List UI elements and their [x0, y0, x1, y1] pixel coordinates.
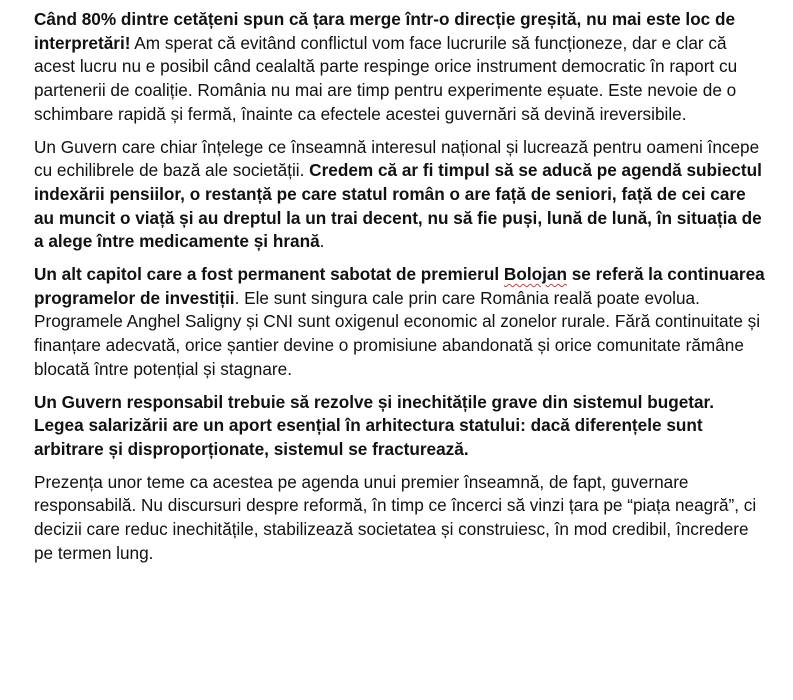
text-segment: . [319, 231, 325, 252]
text-segment-bold: Un alt capitol care a fost permanent sabotat de premierul [34, 264, 504, 285]
text-segment-bold: Un Guvern responsabil trebuie să rezolve și inechitățile grave din sistemul bugetar. Legea salarizării are un aport esențial în arhitectura statului: dacă diferențele sunt arbitrare și disproporționate, sistemul se fracturează. [34, 391, 715, 459]
paragraph-5 [34, 471, 765, 566]
spellcheck-flagged-word[interactable]: Bolojan [503, 264, 567, 285]
paragraph-2 [34, 136, 765, 255]
text-segment: Am sperat că evitând conflictul vom face lucrurile să funcționeze, dar e clar că acest lucru nu e posibil când cealaltă parte respinge orice instrument democratic în raport cu partenerii de coaliție. România nu mai are timp pentru experimente eșuate. Este nevoie de o schimbare rapidă și fermă, înainte ca efectele acestei guvernări să devină ireversibile. [34, 32, 738, 124]
text-segment: Un Guvern care chiar înțelege ce înseamnă interesul național și lucrează pentru oameni începe cu echilibrele de bază ale societății. [34, 136, 760, 181]
text-segment: Prezența unor teme ca acestea pe agenda unui premier înseamnă, de fapt, guvernare responsabilă. Nu discursuri despre reformă, în timp ce încerci să vinzi țara pe “piața neagră”, ci decizii care reduc inechitățile, stabilizează societatea și construiesc, în mod credibil, încredere pe termen lung. [34, 471, 757, 563]
paragraph-1 [34, 8, 765, 127]
paragraph-4 [34, 391, 765, 462]
text-segment-bold: Credem că ar fi timpul să se aducă pe agendă subiectul indexării pensiilor, o restanță pe care statul român o are față de seniori, față de cei care au muncit o viață și au dreptul la un trai decent, nu să fie puși, lună de lună, în situația de a alege între medicamente și hrană [34, 160, 762, 252]
text-segment: . Ele sunt singura cale prin care România reală poate evolua. Programele Anghel Saligny și CNI sunt oxigenul economic al zonelor rurale. Fără continuitate și finanțare adecvată, orice șantier devine o promisiune abandonată și orice comunitate rămâne blocată între potențial și stagnare. [34, 287, 761, 379]
text-segment-bold: se referă la continuarea programelor de investiții [34, 264, 765, 308]
paragraph-3 [34, 263, 765, 382]
text-segment-bold: Când 80% dintre cetățeni spun că țara merge într-o direcție greșită, nu mai este loc de interpretări! [34, 9, 736, 53]
